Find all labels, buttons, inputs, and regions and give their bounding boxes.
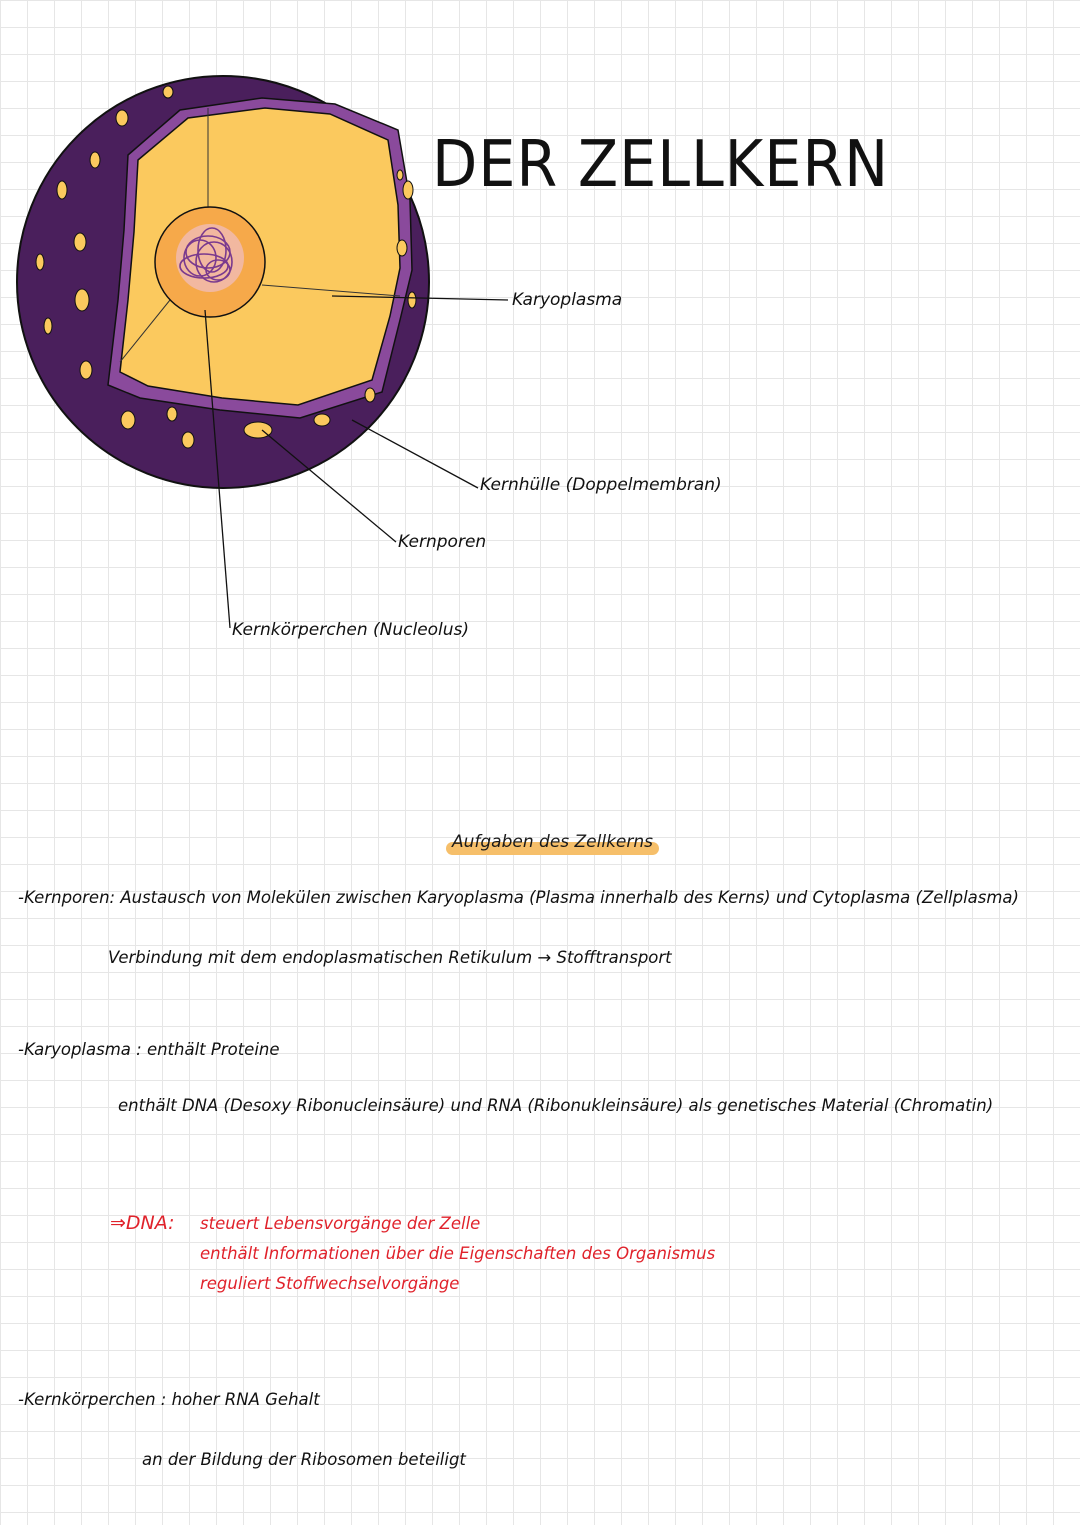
note-karyoplasma-line1: -Karyoplasma : enthält Proteine — [18, 1040, 280, 1059]
note-kernkoerperchen-line1: -Kernkörperchen : hoher RNA Gehalt — [18, 1390, 320, 1409]
note-kernkoerperchen-line2: an der Bildung der Ribosomen beteiligt — [142, 1450, 466, 1469]
section-title-text: Aufgaben des Zellkerns — [452, 832, 654, 852]
label-kernkoerperchen: Kernkörperchen (Nucleolus) — [232, 620, 470, 640]
page-title: DER ZELLKERN — [432, 128, 890, 202]
nucleus-diagram — [0, 0, 1080, 700]
note-karyoplasma-line2: enthält DNA (Desoxy Ribonucleinsäure) und RNA (Ribonukleinsäure) als genetisches Material (Chromatin) — [118, 1096, 994, 1115]
label-kernhuelle: Kernhülle (Doppelmembran) — [480, 475, 722, 495]
label-kernporen: Kernporen — [398, 532, 487, 552]
note-dna-line3: reguliert Stoffwechselvorgänge — [200, 1274, 460, 1293]
leader-kernhuelle — [352, 420, 478, 488]
note-dna-line1: steuert Lebensvorgänge der Zelle — [200, 1214, 481, 1233]
note-dna-head: ⇒DNA: — [110, 1212, 175, 1234]
section-title — [452, 832, 653, 852]
note-kernporen-line1: -Kernporen: Austausch von Molekülen zwischen Karyoplasma (Plasma innerhalb des Kerns) und Cytoplasma (Zellplasma) — [18, 888, 1019, 907]
label-karyoplasma: Karyoplasma — [512, 290, 623, 310]
note-kernporen-line2: Verbindung mit dem endoplasmatischen Retikulum → Stofftransport — [108, 948, 672, 967]
note-dna-line2: enthält Informationen über die Eigenschaften des Organismus — [200, 1244, 716, 1263]
